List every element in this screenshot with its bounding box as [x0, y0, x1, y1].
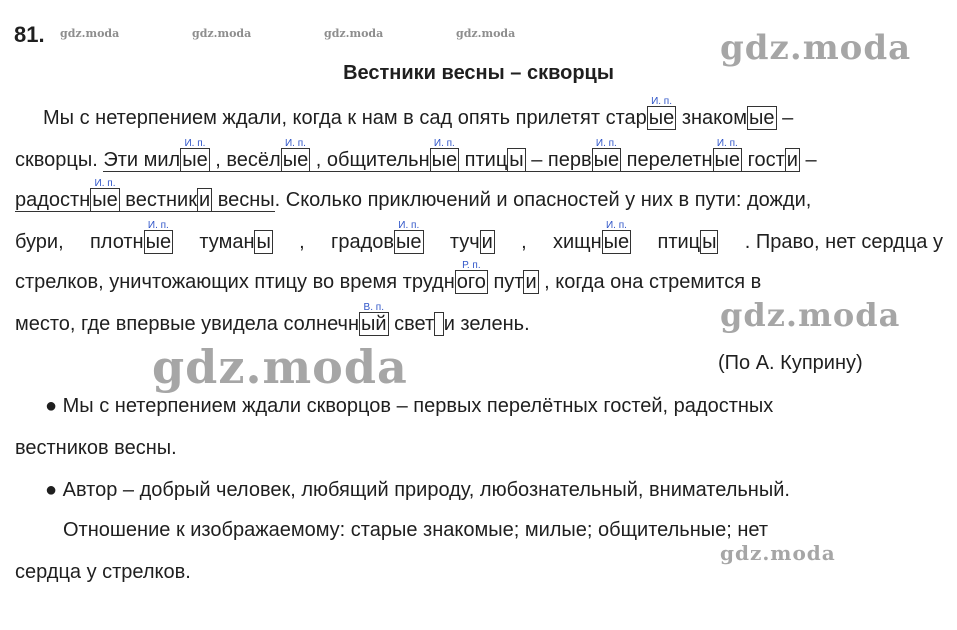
watermark: gdz.moda — [60, 27, 120, 40]
ending-box: ы — [256, 231, 271, 253]
watermark: gdz.moda — [152, 340, 408, 394]
text-line: Мы с нетерпением ждали, когда к нам в сад опять прилетят стар И. п. ые знаком ые – — [43, 96, 794, 129]
answer-line: вестников весны. — [15, 437, 177, 459]
ending-box: ые — [648, 107, 675, 129]
text-line: скворцы. Эти мил И. п. ые , весёл И. п. ые , общительн И. п. ые птиц ы – перв И. п. ые перелетн И. п. ые гост и – — [15, 138, 817, 171]
ending-box: и — [786, 149, 798, 171]
ending-box: ы — [509, 149, 524, 171]
ending-box: ый — [361, 313, 387, 335]
ending-box: ые — [603, 231, 630, 253]
ending-box: ые — [282, 149, 309, 171]
watermark: gdz.moda — [720, 28, 912, 68]
ending-box: ые — [749, 107, 775, 129]
answer-line: Отношение к изображаемому: старые знакомые; милые; общительные; нет — [63, 519, 769, 541]
author-attribution: (По А. Куприну) — [718, 352, 863, 374]
ending-box: ые — [593, 149, 620, 171]
watermark: gdz.moda — [720, 296, 901, 334]
ending-box: ые — [431, 149, 458, 171]
watermark: gdz.moda — [192, 27, 252, 40]
ending-box: ые — [145, 231, 172, 253]
ending-box: и — [525, 271, 537, 293]
answer-line: ● Мы с нетерпением ждали скворцов – первых перелётных гостей, радостных — [45, 395, 774, 417]
ending-box: ые — [182, 149, 208, 171]
ending-box: ые — [714, 149, 741, 171]
watermark: gdz.moda — [720, 541, 836, 565]
text-line: место, где впервые увидела солнечн В. п. ый свет и зелень. — [15, 302, 530, 335]
ending-box — [434, 312, 444, 336]
ending-box: ы — [702, 231, 717, 253]
ending-box: и — [481, 231, 493, 253]
text-line: радостн И. п. ые вестник и весны. Сколько приключений и опасностей у них в пути: дожди, — [15, 178, 812, 211]
ending-box: и — [198, 189, 211, 211]
text-line: бури, плотн И. п. ые туман ы , градов И. п. ые туч и , хищн И. п. ые птиц ы . Право, нет сердца у — [15, 220, 943, 253]
ending-box: ого — [456, 271, 486, 293]
text-title: Вестники весны – скворцы — [343, 62, 614, 84]
ending-box: ые — [92, 189, 118, 211]
watermark: gdz.moda — [324, 27, 384, 40]
answer-line: сердца у стрелков. — [15, 561, 191, 583]
answer-line: ● Автор – добрый человек, любящий природу, любознательный, внимательный. — [45, 479, 790, 501]
text-line: стрелков, уничтожающих птицу во время трудн Р. п. ого пут и , когда она стремится в — [15, 260, 762, 293]
ending-box: ые — [396, 231, 422, 253]
watermark: gdz.moda — [456, 27, 516, 40]
exercise-number: 81. — [14, 22, 45, 47]
